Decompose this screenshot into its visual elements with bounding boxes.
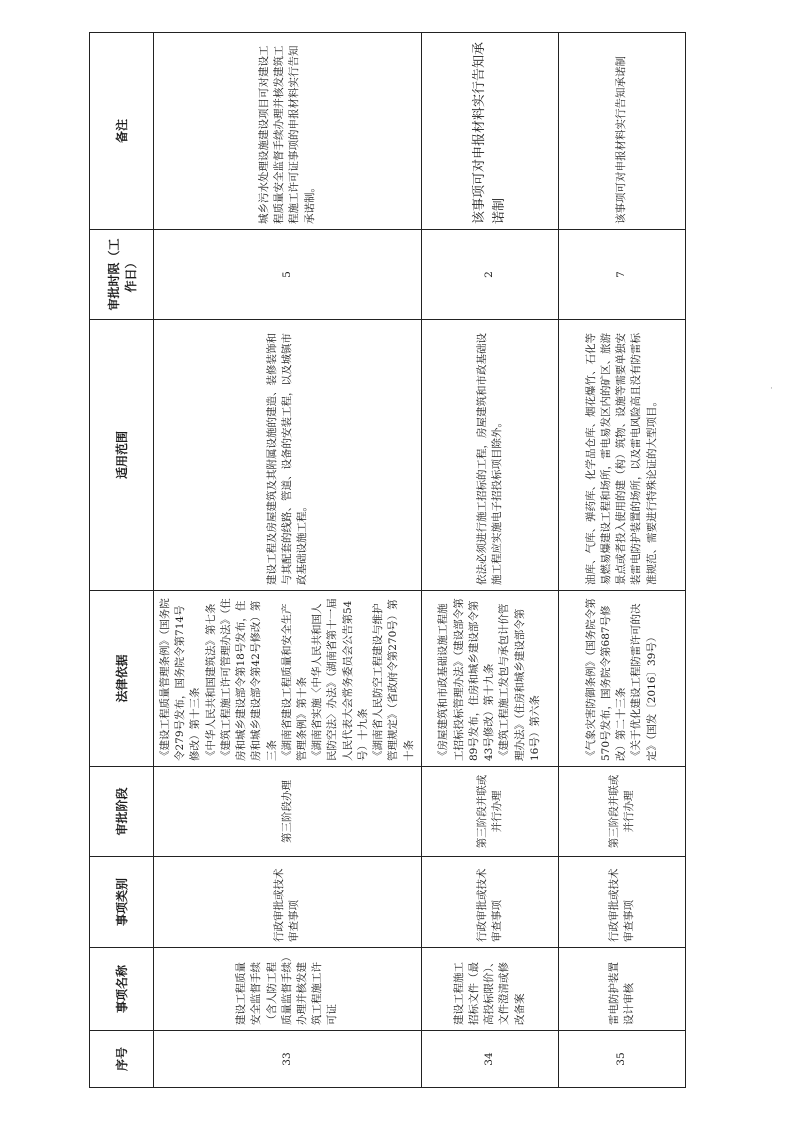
row-name: 建设工程施工招标文件（最高投标限价）、文件澄清或修改备案 — [421, 948, 558, 1031]
row-basis: 《房屋建筑和市政基础设施工程施工招标投标管理办法》（建设部令第89号发布，住房和城乡建设部令第43号修改）第十九条 《建筑工程施工发包与承包计价管理办法》（住房和城乡建设部令第16号）第六条 — [421, 591, 558, 767]
header-days: 审批时限（工作日） — [90, 230, 154, 320]
approval-items-table — [89, 32, 686, 1088]
row-name: 建设工程质量安全监督手续（含人防工程质量监督手续）办理并核发建筑工程施工许可证 — [154, 948, 422, 1031]
row-basis: 《气象灾害防御条例》（国务院令第570号发布，国务院令第687号修改）第二十三条 《关于优化建设工程防雷许可的决定》（国发〔2016〕39号） — [558, 591, 685, 767]
row-scope: 油库、气库、弹药库、化学品仓库、烟花爆竹、石化等易燃易爆建设工程和场所，雷电易发区内的矿区、旅游景点或者投入使用的建（构）筑物、设施等需要单独安装雷电防护装置的场所，以及雷电风险高且没有防雷标准规范、需要进行特殊论证的大型项目。 — [558, 320, 685, 591]
row-scope: 建设工程及房屋建筑及其附属设施的建造、装修装饰和与其配套的线路、管道、设备的安装工程，以及城镇市政基础设施工程。 — [154, 320, 422, 591]
header-stage: 审批阶段 — [90, 767, 154, 857]
header-category: 事项类别 — [90, 857, 154, 948]
row-stage: 第三阶段并联或并行办理 — [421, 767, 558, 857]
header-name: 事项名称 — [90, 948, 154, 1031]
table-row — [558, 33, 685, 1088]
header-basis: 法律依据 — [90, 591, 154, 767]
table-row — [421, 33, 558, 1088]
row-days: 7 — [558, 230, 685, 320]
table-row — [154, 33, 422, 1088]
row-days: 5 — [154, 230, 422, 320]
row-stage: 第三阶段办理 — [154, 767, 422, 857]
row-stage: 第三阶段并联或并行办理 — [558, 767, 685, 857]
row-basis: 《建设工程质量管理条例》（国务院令279号发布，国务院令第714号修改）第十三条 《中华人民共和国建筑法》第七条 《建筑工程施工许可管理办法》（住房和城乡建设部令第18号发布，住房和城乡建设部令第42号修改）第三条 《湖南省建设工程质量和安全生产管理条例》第十条 《湖南省实施〈中华人民共和国人民防空法〉办法》（湖南省第十一届人民代表大会常务委员会公告第54号）十九条 《湖南省人民防空工程建设与维护管理规定》（省政府令第270号）第十条 — [154, 591, 422, 767]
header-row — [90, 33, 154, 1088]
row-category: 行政审批或技术审查事项 — [558, 857, 685, 948]
header-remark: 备注 — [90, 33, 154, 230]
row-days: 2 — [421, 230, 558, 320]
row-remark: 城乡污水处理设施建设项目可对建设工程质量安全监督手续办理并核发建筑工程施工许可证事项的申报材料实行告知承诺制。 — [154, 33, 422, 230]
row-no: 34 — [421, 1031, 558, 1088]
rotated-page — [89, 33, 657, 1088]
row-category: 行政审批或技术审查事项 — [421, 857, 558, 948]
row-name: 雷电防护装置设计审核 — [558, 948, 685, 1031]
row-scope: 依法必须进行施工招标的工程，房屋建筑和市政基础设施工程应实施电子招投标项目除外。 — [421, 320, 558, 591]
row-category: 行政审批或技术审查事项 — [154, 857, 422, 948]
row-remark: 该事项可对申报材料实行告知承诺制 — [421, 33, 558, 230]
header-scope: 适用范围 — [90, 320, 154, 591]
row-remark: 该事项可对申报材料实行告知承诺制 — [558, 33, 685, 230]
row-no: 33 — [154, 1031, 422, 1088]
scan-speck: · — [770, 384, 773, 394]
header-no: 序号 — [90, 1031, 154, 1088]
row-no: 35 — [558, 1031, 685, 1088]
